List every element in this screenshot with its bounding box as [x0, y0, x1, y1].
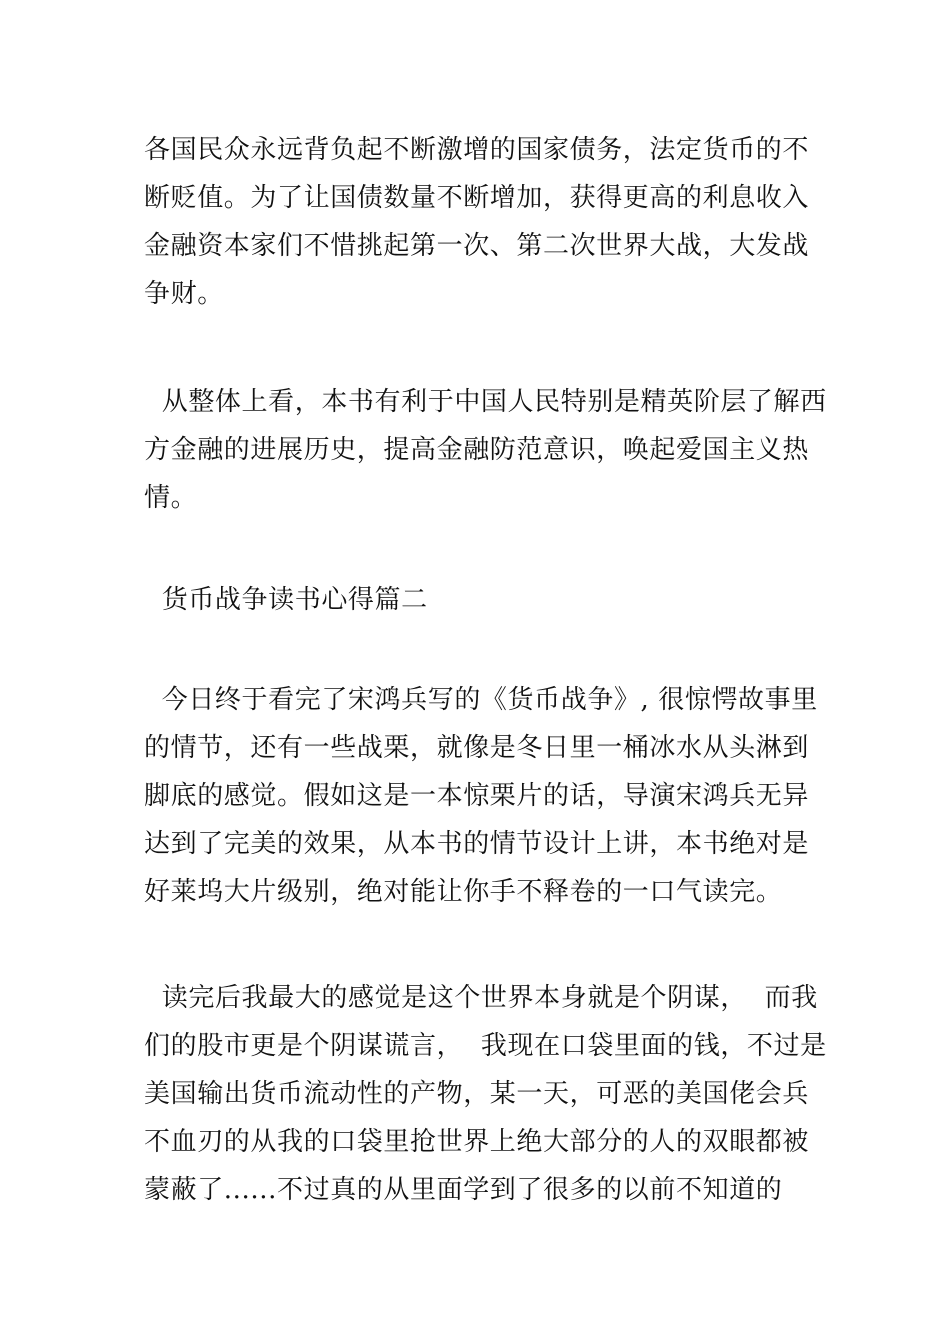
paragraph [144, 974, 827, 1214]
text-line: 美国输出货币流动性的产物，某一天，可恶的美国佬会兵 [144, 1079, 810, 1109]
paragraph [144, 126, 816, 318]
section-heading [144, 576, 816, 624]
text-line: 金融资本家们不惜挑起第一次、第二次世界大战，大发战 [144, 231, 810, 261]
text-line: 各国民众永远背负起不断激增的国家债务，法定货币的不 [144, 135, 810, 165]
paragraph [144, 676, 816, 916]
text-line: 蒙蔽了......不过真的从里面学到了很多的以前不知道的 [144, 1175, 783, 1205]
text-line: 方金融的进展历史，提高金融防范意识，唤起爱国主义热 [144, 435, 810, 465]
text-line: 达到了完美的效果，从本书的情节设计上讲，本书绝对是 [144, 829, 810, 859]
text-line: 读完后我最大的感觉是这个世界本身就是个阴谋， 而我 [144, 983, 818, 1013]
text-line: 好莱坞大片级别，绝对能让你手不释卷的一口气读完。 [144, 877, 783, 907]
text-line: 从整体上看，本书有利于中国人民特别是精英阶层了解西 [144, 387, 827, 417]
text-line: 脚底的感觉。假如这是一本惊栗片的话，导演宋鸿兵无异 [144, 781, 810, 811]
paragraph [144, 378, 827, 522]
text-line: 今日终于看完了宋鸿兵写的《货币战争》, 很惊愕故事里 [144, 685, 818, 715]
heading-text: 货币战争读书心得篇二 [144, 585, 428, 615]
text-line: 们的股市更是个阴谋谎言， 我现在口袋里面的钱，不过是 [144, 1031, 827, 1061]
text-line: 的情节，还有一些战栗，就像是冬日里一桶冰水从头淋到 [144, 733, 810, 763]
text-line: 不血刃的从我的口袋里抢世界上绝大部分的人的双眼都被 [144, 1127, 810, 1157]
text-line: 争财。 [144, 279, 224, 309]
text-line: 断贬值。为了让国债数量不断增加，获得更高的利息收入 [144, 183, 810, 213]
text-line: 情。 [144, 483, 198, 513]
